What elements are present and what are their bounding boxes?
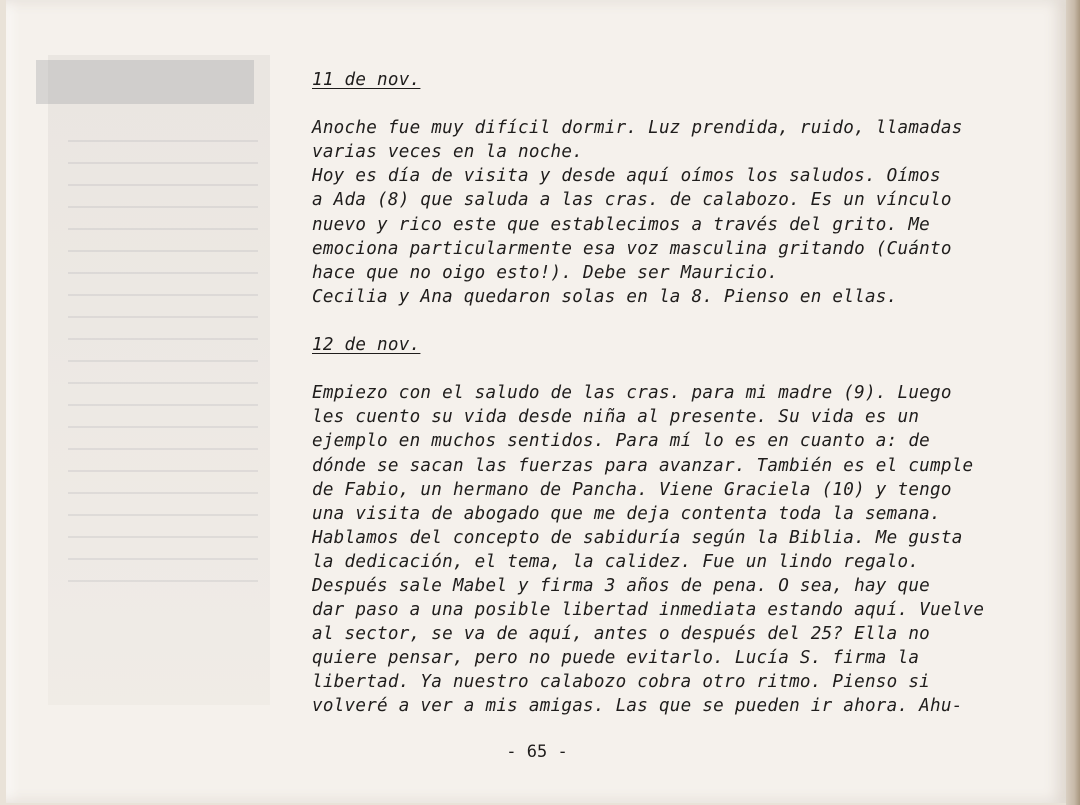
text-line: Anoche fue muy difícil dormir. Luz prendida, ruido, llamadas — [312, 118, 963, 139]
text-line: ejemplo en muchos sentidos. Para mí lo es en cuanto a: de — [312, 431, 931, 452]
text-line: dar paso a una posible libertad inmediata estando aquí. Vuelve — [312, 600, 985, 621]
text-line: hace que no oigo esto!). Debe ser Mauricio. — [312, 262, 779, 283]
text-line: volveré a ver a mis amigas. Las que se pueden ir ahora. Ahu- — [312, 696, 963, 717]
entry-date: 11 de nov. — [312, 70, 421, 90]
text-line: varias veces en la noche. — [312, 142, 584, 163]
text-line: Empiezo con el saludo de las cras. para mi madre (9). Luego — [312, 383, 952, 404]
text-line: una visita de abogado que me deja contenta toda la semana. — [312, 503, 941, 524]
page-edge — [1066, 0, 1080, 805]
text-line: emociona particularmente esa voz masculina gritando (Cuánto — [312, 238, 952, 259]
text-line: de Fabio, un hermano de Pancha. Viene Graciela (10) y tengo — [312, 479, 952, 500]
book-page — [6, 0, 1068, 803]
text-line: Cecilia y Ana quedaron solas en la 8. Pienso en ellas. — [312, 286, 898, 307]
text-line: libertad. Ya nuestro calabozo cobra otro ritmo. Pienso si — [312, 672, 931, 693]
diary-text — [312, 68, 1064, 719]
text-line: a Ada (8) que saluda a las cras. de calabozo. Es un vínculo — [312, 190, 952, 211]
text-line: Hablamos del concepto de sabiduría según la Biblia. Me gusta — [312, 527, 963, 548]
text-line: la dedicación, el tema, la calidez. Fue un lindo regalo. — [312, 551, 920, 572]
bleed-through-handwriting — [68, 120, 258, 600]
bleed-through-bar — [36, 60, 254, 104]
text-line: quiere pensar, pero no puede evitarlo. Lucía S. firma la — [312, 648, 920, 669]
page-number: - 65 - — [506, 742, 568, 762]
entry-date: 12 de nov. — [312, 335, 421, 356]
text-line: Después sale Mabel y firma 3 años de pena. O sea, hay que — [312, 575, 931, 596]
text-line: nuevo y rico este que establecimos a través del grito. Me — [312, 214, 931, 235]
text-line: dónde se sacan las fuerzas para avanzar. También es el cumple — [312, 455, 974, 476]
text-line: Hoy es día de visita y desde aquí oímos los saludos. Oímos — [312, 166, 941, 187]
text-line: al sector, se va de aquí, antes o después del 25? Ella no — [312, 624, 931, 645]
text-line: les cuento su vida desde niña al presente. Su vida es un — [312, 407, 920, 428]
